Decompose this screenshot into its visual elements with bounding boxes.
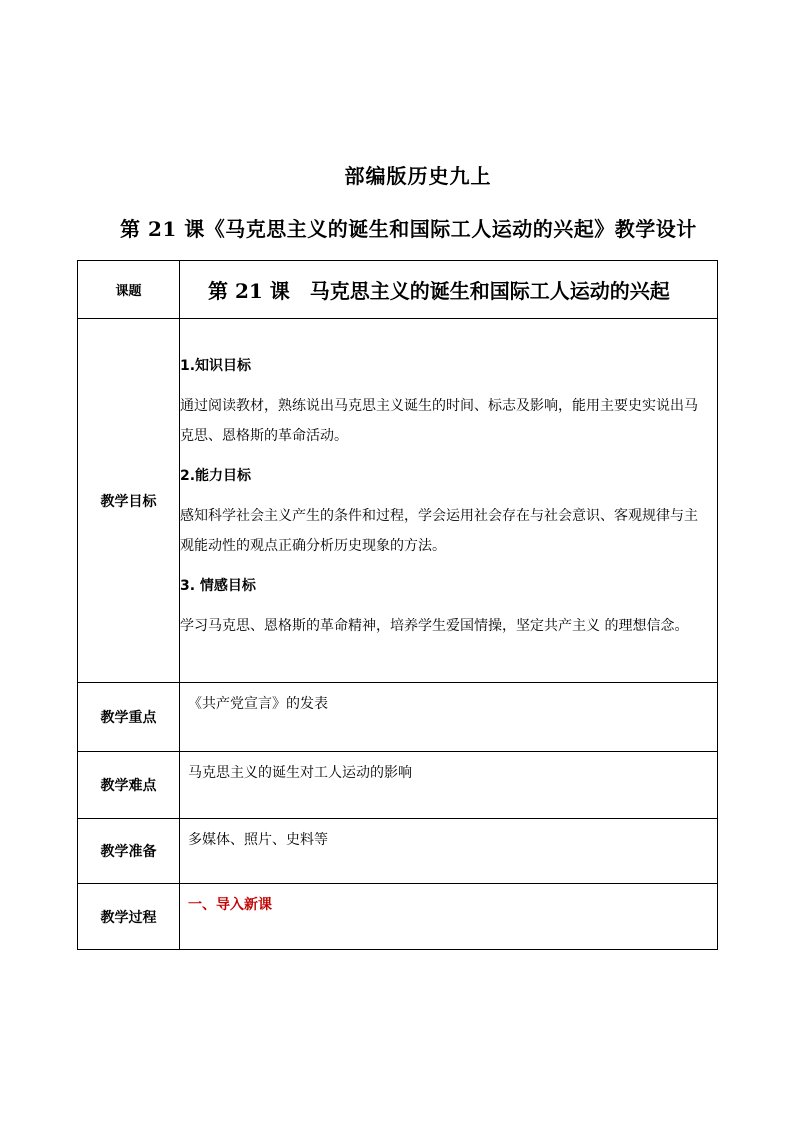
goal-body-knowledge: 通过阅读教材，熟练说出马克思主义诞生的时间、标志及影响，能用主要史实说出马克思、恩格斯的革命活动。: [180, 397, 698, 444]
process-section-heading: 一、导入新课: [188, 897, 272, 913]
preparation-label: 教学准备: [78, 819, 180, 884]
table-row-preparation: [78, 819, 718, 884]
goals-label: 教学目标: [78, 319, 180, 683]
table-row-process: [78, 884, 718, 950]
difficulty-label: 教学难点: [78, 752, 180, 819]
goal-heading-emotion: 3. 情感目标: [180, 577, 256, 594]
table-row-difficulty: [78, 752, 718, 819]
process-label: 教学过程: [78, 884, 180, 950]
table-row-key-point: [78, 683, 718, 752]
goal-heading-ability: 2.能力目标: [180, 467, 252, 484]
goal-heading-knowledge: 1.知识目标: [180, 357, 252, 374]
document-title: 部编版历史九上: [344, 164, 492, 188]
table-row-topic: [78, 261, 718, 319]
key-point-value: 《共产党宣言》的发表: [180, 683, 718, 752]
topic-label: 课题: [78, 261, 180, 319]
table-row-goals: [78, 319, 718, 683]
difficulty-value: 马克思主义的诞生对工人运动的影响: [180, 752, 718, 819]
goal-body-ability: 感知科学社会主义产生的条件和过程，学会运用社会存在与社会意识、客观规律与主观能动性的观点正确分析历史现象的方法。: [180, 507, 698, 554]
goal-body-emotion: 学习马克思、恩格斯的革命精神，培养学生爱国情操，坚定共产主义 的理想信念。: [180, 617, 689, 634]
preparation-value: 多媒体、照片、史料等: [180, 819, 718, 884]
key-point-label: 教学重点: [78, 683, 180, 752]
document-subtitle: 第 21 课《马克思主义的诞生和国际工人运动的兴起》教学设计: [120, 217, 697, 241]
goals-content: [180, 319, 718, 683]
teaching-design-table: [77, 260, 718, 950]
process-value: [180, 884, 718, 950]
topic-value: 第 21 课 马克思主义的诞生和国际工人运动的兴起: [180, 261, 718, 319]
